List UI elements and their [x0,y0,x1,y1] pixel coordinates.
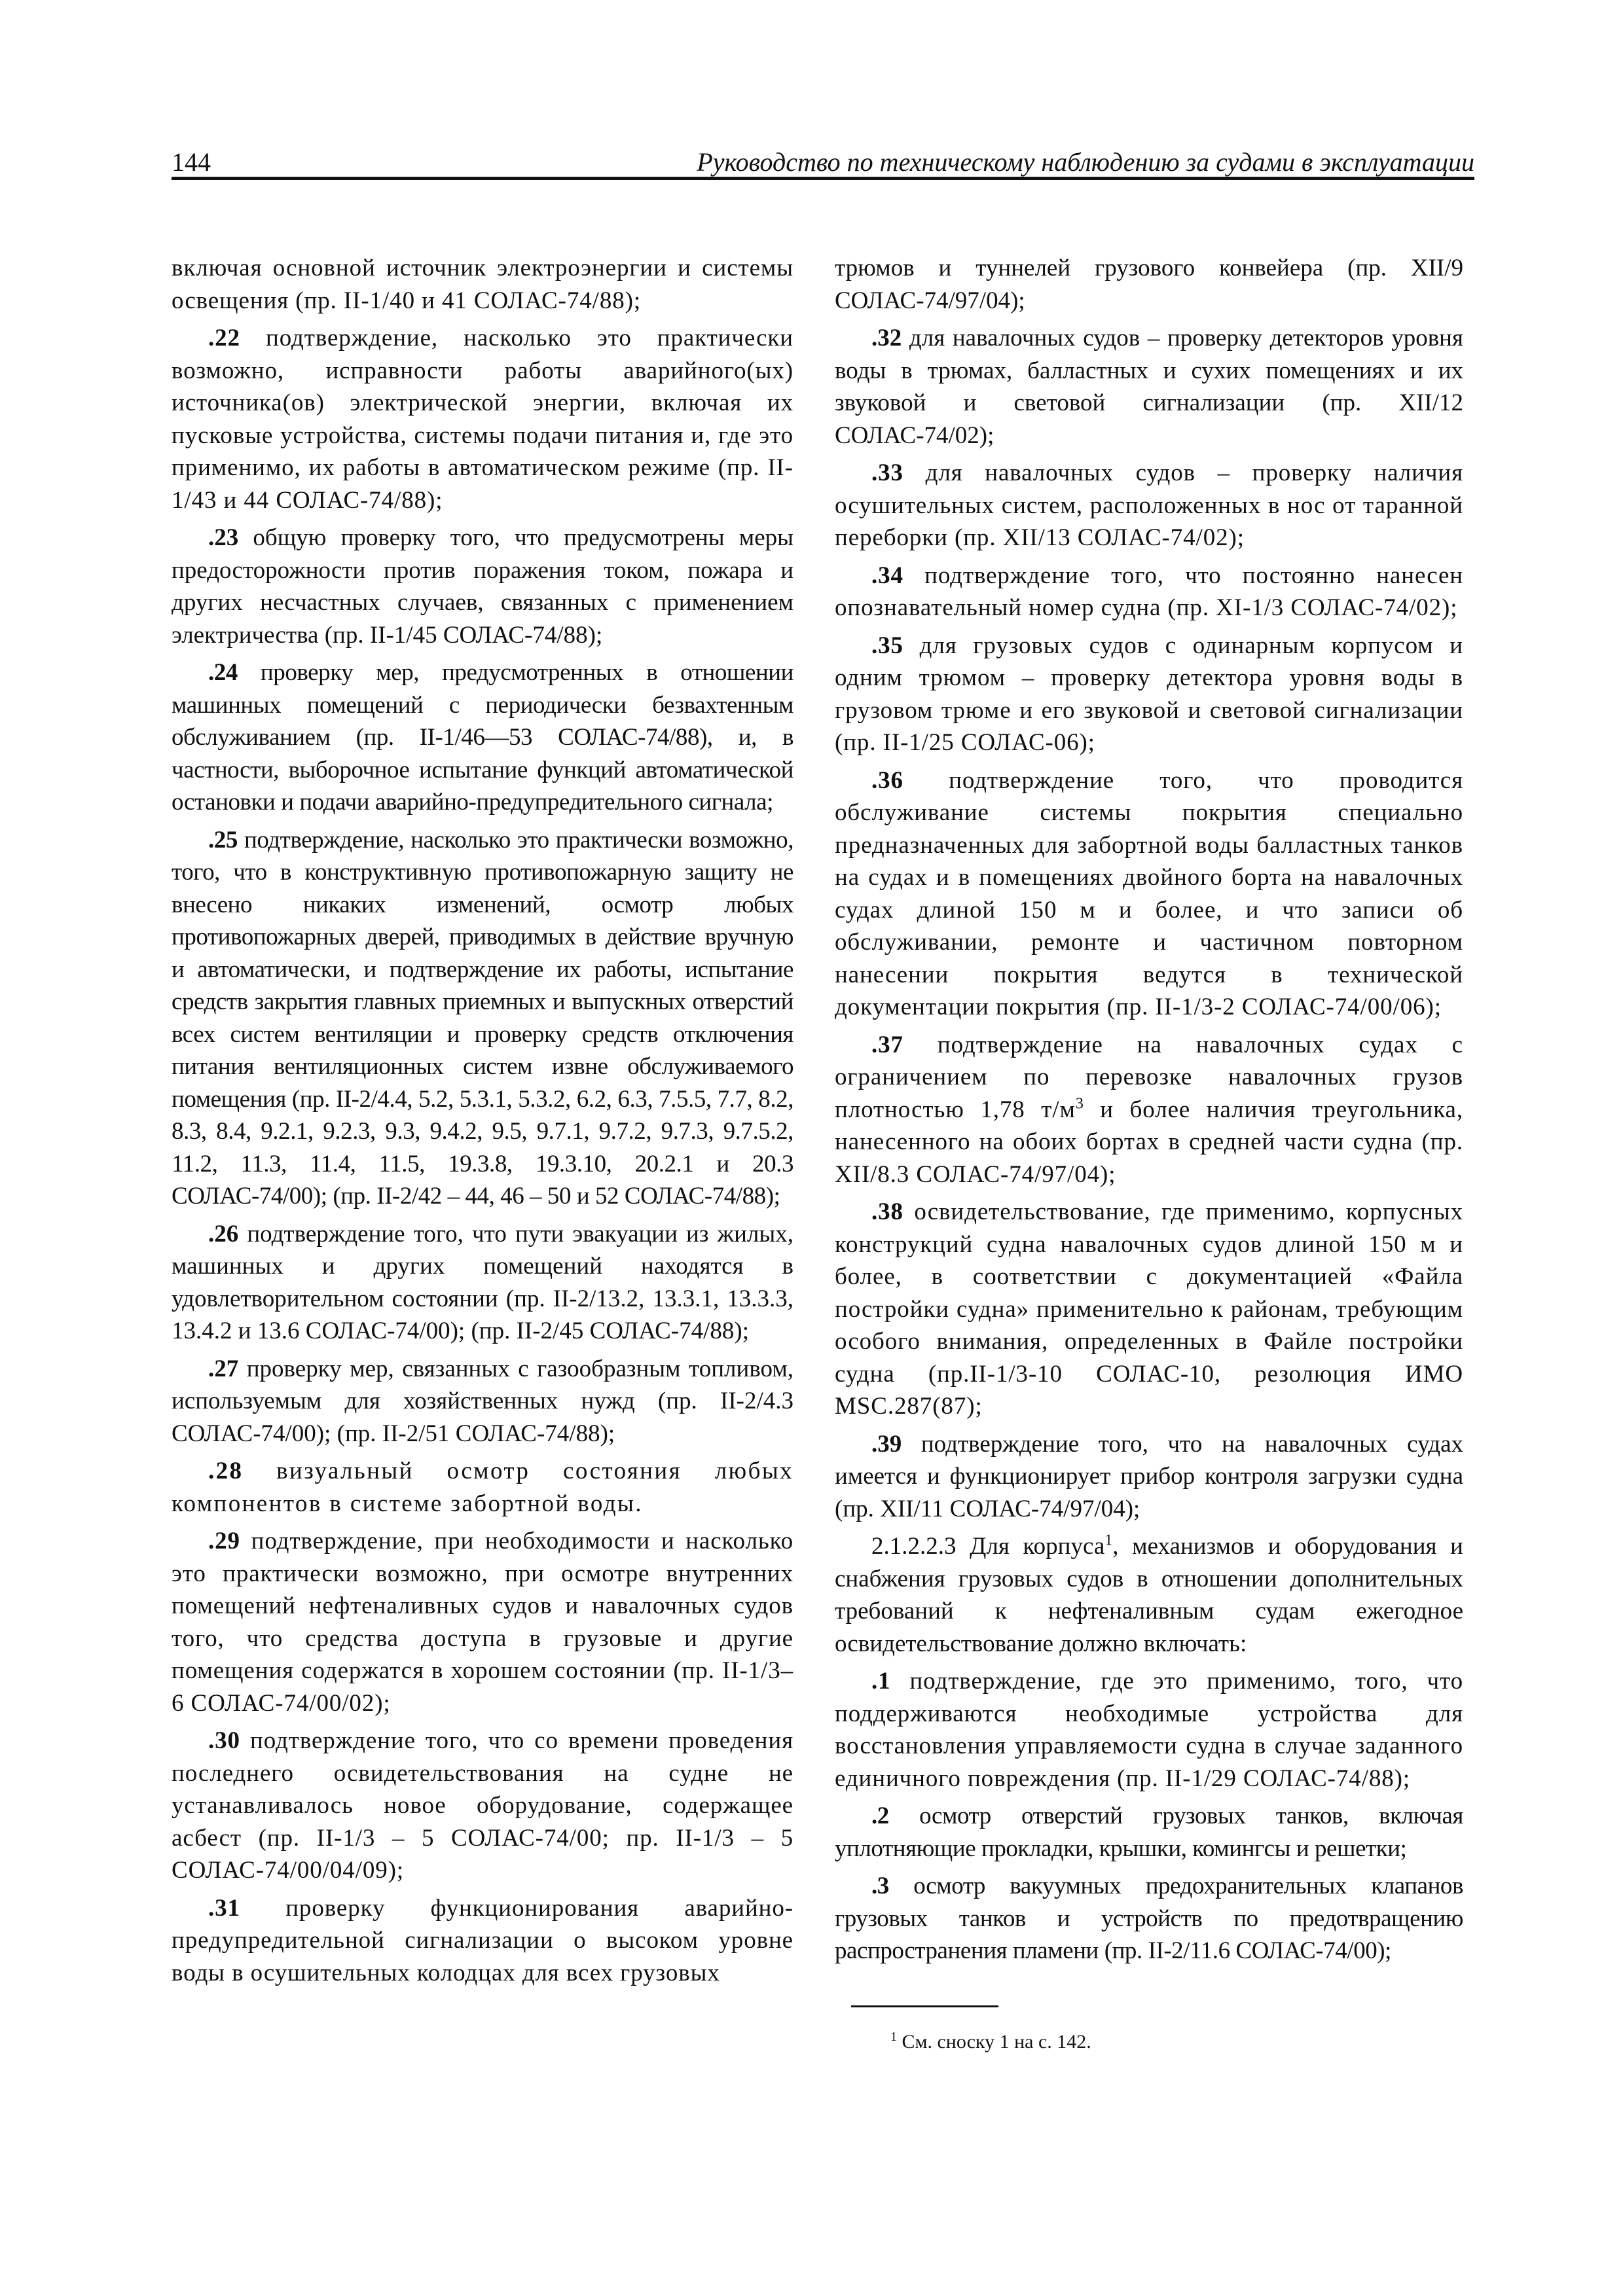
item-number: .28 [208,1458,244,1484]
item-number: .33 [871,459,903,486]
page-number: 144 [172,147,211,177]
item-number: .35 [871,632,903,659]
superscript: 3 [1075,1095,1084,1113]
item-number: .25 [208,826,238,853]
paragraph-38: .38 освидетельствование, где применимо, корпусных конструкций судна навалочных судов длиной 150 м и более, в соответствии с документацией «Файла постройки судна» применительно к районам, требующим особого внимания, определенных в Файле постройки судна (пр.II-1/3-10 СОЛАС-10, резолюция ИМО MSC.287(87); [835,1198,1463,1420]
paragraph-33: .33 для навалочных судов – проверку наличия осушительных систем, расположенных в нос от таранной переборки (пр. XII/13 СОЛАС-74/02); [835,459,1463,551]
paragraph-24: .24 проверку мер, предусмотренных в отношении машинных помещений с периодически безвахтенным обслуживанием (пр. II-1/46—53 СОЛАС-74/88), и, в частности, выборочное испытание функций автоматической остановки и подачи аварийно-предупредительного сигнала; [172,659,793,816]
paragraph-25: .25 подтверждение, насколько это практически возможно, того, что в конструктивную противопожарную защиту не внесено никаких изменений, осмотр любых противопожарных дверей, приводимых в действие вручную и автоматически, и подтверждение их работы, испытание средств закрытия главных приемных и выпускных отверстий всех систем вентиляции и проверку средств отключения питания вентиляционных систем извне обслуживаемого помещения (пр. II-2/4.4, 5.2, 5.3.1, 5.3.2, 6.2, 6.3, 7.5.5, 7.7, 8.2, 8.3, 8.4, 9.2.1, 9.2.3, 9.3, 9.4.2, 9.5, 9.7.1, 9.7.2, 9.7.3, 9.7.5.2, 11.2, 11.3, 11.4, 11.5, 19.3.8, 19.3.10, 20.2.1 и 20.3 СОЛАС-74/00); (пр. II-2/42 – 44, 46 – 50 и 52 СОЛАС-74/88); [172,826,793,1210]
paragraph-30: .30 подтверждение того, что со времени проведения последнего освидетельствования на судне не устанавливалось новое оборудование, содержащее асбест (пр. II-1/3 – 5 СОЛАС-74/00; пр. II-1/3 – 5 СОЛАС-74/00/04/09); [172,1727,793,1884]
paragraph-27: .27 проверку мер, связанных с газообразным топливом, используемым для хозяйственных нужд (пр. II-2/4.3 СОЛАС-74/00); (пр. II-2/51 СОЛАС-74/88); [172,1355,793,1447]
paragraph-32: .32 для навалочных судов – проверку детекторов уровня воды в трюмах, балластных и сухих помещениях и их звуковой и световой сигнализации (пр. XII/12 СОЛАС-74/02); [835,325,1463,449]
left-column [172,252,793,1994]
item-number: .3 [871,1873,889,1899]
item-number: .30 [208,1727,240,1754]
item-number: .23 [208,524,239,551]
paragraph-36: .36 подтверждение того, что проводится обслуживание системы покрытия специально предназначенных для забортной воды балластных танков на судах и в помещениях двойного борта на навалочных судах длиной 150 м и более, и что записи об обслуживании, ремонте и частичном повторном нанесении покрытия ведутся в технической документации покрытия (пр. II-1/3-2 СОЛАС-74/00/06); [835,766,1463,1020]
paragraph-34: .34 подтверждение того, что постоянно нанесен опознавательный номер судна (пр. XI-1/3 СОЛАС-74/02); [835,562,1463,621]
right-column [835,252,1463,1973]
footnote-ref: 1 [1104,1532,1113,1549]
footnote-mark: 1 [890,2030,897,2044]
paragraph-22: .22 подтверждение, насколько это практически возможно, исправности работы аварийного(ых) источника(ов) электрической энергии, включая их пусковые устройства, системы подачи питания и, где это применимо, их работы в автоматическом режиме (пр. II-1/43 и 44 СОЛАС-74/88); [172,325,793,514]
paragraph-26: .26 подтверждение того, что пути эвакуации из жилых, машинных и других помещений находятся в удовлетворительном состоянии (пр. II-2/13.2, 13.3.1, 13.3.3, 13.4.2 и 13.6 СОЛАС-74/00); (пр. II-2/45 СОЛАС-74/88); [172,1220,793,1344]
paragraph-3: .3 осмотр вакуумных предохранительных клапанов грузовых танков и устройств по предотвращению распространения пламени (пр. II-2/11.6 СОЛАС-74/00); [835,1873,1463,1964]
item-number: .24 [208,659,238,686]
item-number: .32 [871,325,902,351]
paragraph: трюмов и туннелей грузового конвейера (пр. XII/9 СОЛАС-74/97/04); [835,255,1463,314]
item-number: .1 [871,1668,891,1695]
paragraph-2-1-2-2-3: 2.1.2.2.3 Для корпуса$^1$, механизмов и оборудования и снабжения грузовых судов в отношении дополнительных требований к нефтеналивным судам ежегодное освидетельствование должно включать: [835,1532,1463,1657]
item-number: .34 [871,562,903,589]
paragraph-37: .37 подтверждение на навалочных судах с ограничением по перевозке навалочных грузов плотностью 1,78 $т/м^3$ и более наличия треугольника, нанесенного на обоих бортах в средней части судна (пр. XII/8.3 СОЛАС-74/97/04); [835,1031,1463,1188]
footnote-rule [851,2005,998,2007]
item-number: .29 [208,1528,240,1554]
page-header [172,145,1474,179]
paragraph: включая основной источник электроэнергии и системы освещения (пр. II-1/40 и 41 СОЛАС-74/88); [172,255,793,314]
item-number: .36 [871,766,903,794]
item-number: .26 [208,1220,239,1247]
paragraph-1: .1 подтверждение, где это применимо, того, что поддерживаются необходимые устройства для восстановления управляемости судна в случае заданного единичного повреждения (пр. II-1/29 СОЛАС-74/88); [835,1668,1463,1792]
paragraph-35: .35 для грузовых судов с одинарным корпусом и одним трюмом – проверку детектора уровня воды в грузовом трюме и его звуковой и световой сигнализации (пр. II-1/25 СОЛАС-06); [835,632,1463,756]
paragraph-23: .23 общую проверку того, что предусмотрены меры предосторожности против поражения током, пожара и других несчастных случаев, связанных с применением электричества (пр. II-1/45 СОЛАС-74/88); [172,524,793,649]
item-number: .38 [871,1198,903,1225]
item-number: .27 [208,1355,239,1382]
item-number: .37 [871,1031,903,1058]
paragraph-2: .2 осмотр отверстий грузовых танков, включая уплотняющие прокладки, крышки, комингсы и решетки; [835,1803,1463,1862]
section-number: 2.1.2.2.3 [871,1533,957,1560]
paragraph-28: .28 визуальный осмотр состояния любых компонентов в системе забортной воды. [172,1458,793,1517]
item-number: .22 [208,325,240,351]
item-number: .2 [871,1803,889,1829]
footnote [890,2029,1091,2055]
paragraph-29: .29 подтверждение, при необходимости и насколько это практически возможно, при осмотре внутренних помещений нефтеналивных судов и навалочных судов того, что средства доступа в грузовые и другие помещения содержатся в хорошем состоянии (пр. II-1/3–6 СОЛАС-74/00/02); [172,1528,793,1717]
item-number: .39 [871,1430,902,1458]
paragraph-39: .39 подтверждение того, что на навалочных судах имеется и функционирует прибор контроля загрузки судна (пр. XII/11 СОЛАС-74/97/04); [835,1430,1463,1522]
footnote-text: См. сноску 1 на с. 142. [897,2031,1091,2053]
item-number: .31 [208,1894,240,1922]
header-rule [172,177,1474,180]
running-title: Руководство по техническому наблюдению за судами в эксплуатации [697,147,1474,177]
paragraph-31: .31 проверку функционирования аварийно-предупредительной сигнализации о высоком уровне воды в осушительных колодцах для всех грузовых [172,1894,793,1986]
